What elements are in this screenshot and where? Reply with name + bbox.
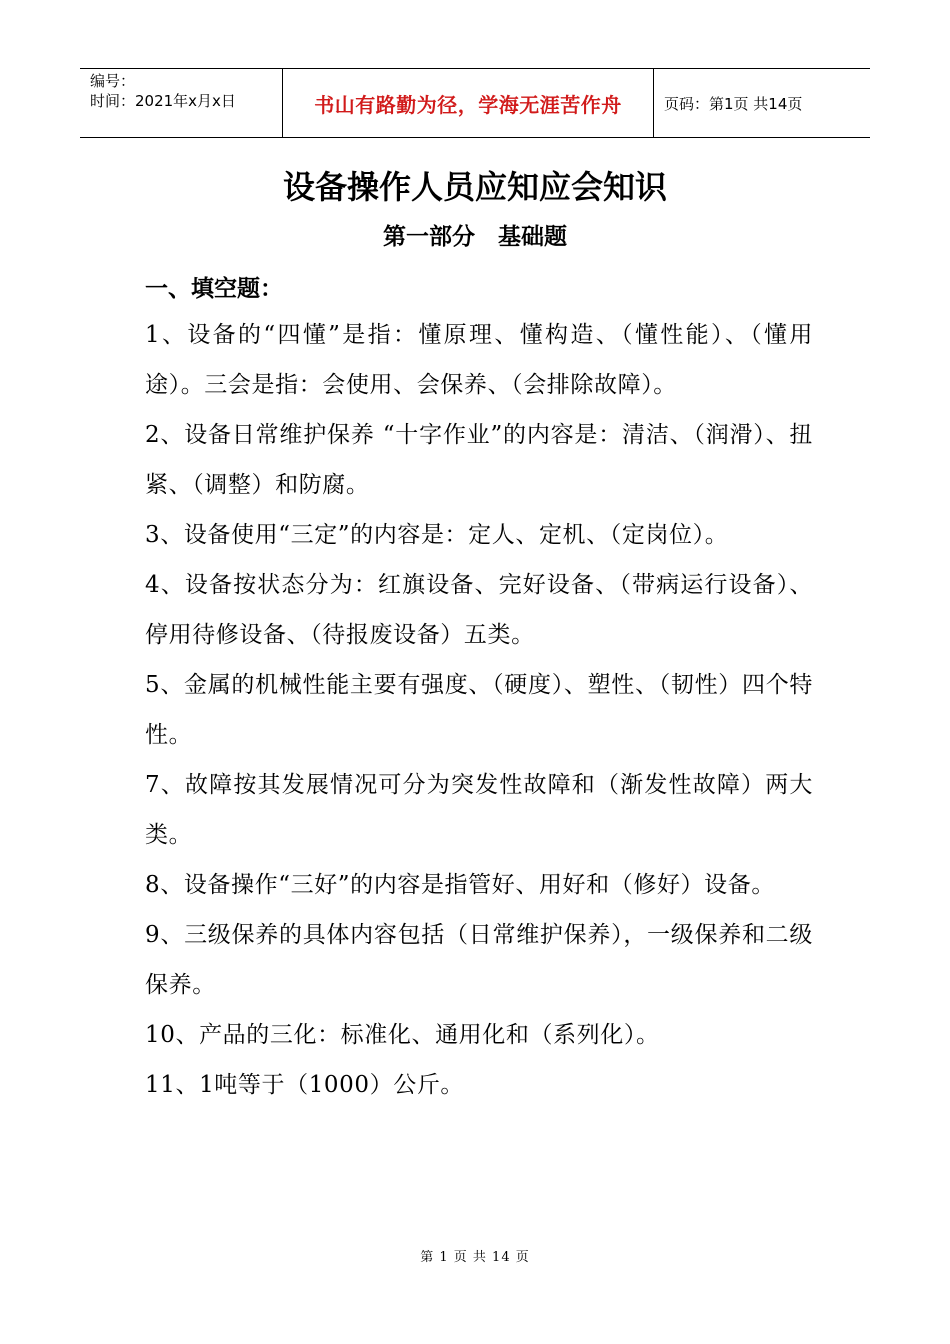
question-item: 3、设备使用“三定”的内容是：定人、定机、（定岗位）。 <box>145 522 729 548</box>
header-page-info: 页码：第1页 共14页 <box>664 94 803 113</box>
document-title: 设备操作人员应知应会知识 <box>282 168 667 206</box>
question-item: 2、设备日常维护保养 “十字作业”的内容是：清洁、（润滑）、扭紧、（调整）和防腐。 <box>145 422 813 498</box>
header-meta <box>80 69 282 137</box>
question-item: 7、故障按其发展情况可分为突发性故障和（渐发性故障）两大类。 <box>145 772 813 848</box>
section-heading: 一、填空题： <box>145 276 283 302</box>
question-item: 11、1吨等于（1000）公斤。 <box>145 1072 465 1098</box>
question-item: 9、三级保养的具体内容包括（日常维护保养），一级保养和二级保养。 <box>145 922 813 998</box>
header-motto: 书山有路勤为径，学海无涯苦作舟 <box>282 69 654 137</box>
page-footer: 第 1 页 共 14 页 <box>420 1250 530 1265</box>
question-item: 5、金属的机械性能主要有强度、（硬度）、塑性、（韧性）四个特性。 <box>145 672 813 748</box>
question-item: 10、产品的三化：标准化、通用化和（系列化）。 <box>145 1022 660 1048</box>
number-label: 编号： <box>90 72 136 90</box>
question-item: 1、设备的“四懂”是指：懂原理、懂构造、（懂性能）、（懂用途）。三会是指：会使用、会保养、（会排除故障）。 <box>145 322 813 398</box>
question-item: 8、设备操作“三好”的内容是指管好、用好和（修好）设备。 <box>145 872 775 898</box>
question-list <box>145 310 813 1110</box>
header-table <box>80 68 870 138</box>
question-item: 4、设备按状态分为：红旗设备、完好设备、（带病运行设备）、停用待修设备、（待报废设备）五类。 <box>145 572 813 648</box>
document-subtitle: 第一部分 基础题 <box>383 224 567 250</box>
time-label: 时间：2021年x月x日 <box>90 92 236 110</box>
